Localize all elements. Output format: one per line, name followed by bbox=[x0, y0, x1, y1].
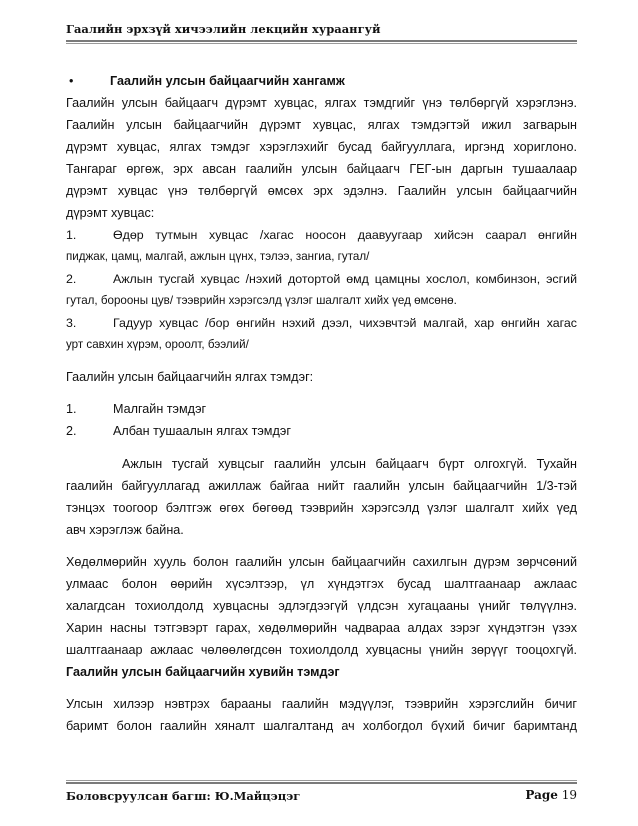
list-item-text: Албан тушаалын ялгах тэмдэг bbox=[113, 424, 291, 438]
footer-rule bbox=[66, 782, 577, 784]
section-heading: Гаалийн улсын байцаагчийн хувийн тэмдэг bbox=[66, 665, 340, 679]
bullet-heading bbox=[66, 70, 577, 92]
page-number-value: 19 bbox=[561, 788, 577, 802]
footer-rule-thin bbox=[66, 780, 577, 781]
running-header: Гаалийн эрхзүй хичээлийн лекцийн хураангуй bbox=[66, 22, 381, 36]
list-item-text: Ажлын тусгай хувцас /нэхий дотортой өмд цамцны хослол, комбинзон, эсгий bbox=[113, 272, 577, 286]
paragraph-special-uniform bbox=[66, 453, 577, 541]
header-rule bbox=[66, 40, 577, 42]
uniform-list bbox=[66, 224, 577, 356]
footer-author: Боловсруулсан багш: Ю.Майцэцэг bbox=[66, 789, 301, 803]
text-line: Гаалийн улсын байцаагч дүрэмт хувцас, ялгах тэмдгийг үнэ төлбөргүй хэрэглэнэ. bbox=[66, 96, 577, 110]
list-number: 1. bbox=[66, 228, 77, 242]
list-item-continuation: пиджак, цамц, малгай, ажлын цүнх, тэлээ, зангиа, гутал/ bbox=[66, 250, 370, 263]
text-line: баримт болон гаалийн хяналт шалгалтанд ач холбогдол бүхий бичиг баримтанд bbox=[66, 719, 577, 733]
page-label: Page bbox=[525, 788, 558, 802]
text-line: Гаалийн улсын байцаагчийн дүрэмт хувцас, ялгах тэмдэгтэй ижил загварын bbox=[66, 118, 577, 132]
text-line: Харин насны тэтгэвэрт гарах, хөдөлмөрийн чадвараа алдах зэрэг хүндэтгэн үзэх bbox=[66, 621, 577, 635]
list-number: 2. bbox=[66, 272, 77, 286]
text-line: дүрэмт хувцас: bbox=[66, 206, 155, 220]
text-line: Ажлын тусгай хувцсыг гаалийн улсын байцаагч бүрт олгохгүй. Тухайн bbox=[122, 457, 577, 471]
paragraph-provision bbox=[66, 92, 577, 224]
list-item-text: Гадуур хувцас /бор өнгийн нэхий дээл, чихэвчтэй малгай, хар өнгийн хагас bbox=[113, 316, 577, 330]
list-item bbox=[66, 312, 577, 334]
text-line: шалтгаанаар ажлаас чөлөөлөгдсөн тохиолдолд хувцасны үнийн зөрүүг тооцохгүй. bbox=[66, 643, 577, 657]
text-line: Тангараг өргөж, эрх авсан гаалийн улсын байцаагч ГЕГ-ын даргын тушаалаар bbox=[66, 162, 577, 176]
list-item-text: Малгайн тэмдэг bbox=[113, 402, 207, 416]
list-item bbox=[66, 224, 577, 246]
text-line: улмаас болон өөрийн хүсэлтээр, үл хүндэтгэх бусад шалтгаанаар ажлаас bbox=[66, 577, 577, 591]
list-item bbox=[66, 420, 577, 442]
list-item-text: Өдөр тутмын хувцас /хагас ноосон даавуугаар хийсэн саарал өнгийн bbox=[113, 228, 577, 242]
text-line: гаалийн байгууллагад ажиллаж байгаа нийт гаалийн улсын байцаагчийн 1/3-тэй bbox=[66, 479, 577, 493]
list-number: 3. bbox=[66, 316, 77, 330]
list-item bbox=[66, 398, 577, 420]
text-line: авч хэрэглэж байна. bbox=[66, 523, 184, 537]
bullet-icon: • bbox=[69, 74, 74, 88]
text-line: Улсын хилээр нэвтрэх барааны гаалийн мэдүүлэг, тээврийн хэрэгслийн бичиг bbox=[66, 697, 577, 711]
header-rule-thin bbox=[66, 43, 577, 44]
list-item bbox=[66, 268, 577, 290]
text-line: дүрэмт хувцас үнэ төлбөргүй өмсөх эрх эдэлнэ. Гаалийн улсын байцаагчийн bbox=[66, 184, 577, 198]
list-number: 1. bbox=[66, 402, 77, 416]
paragraph-dismissal bbox=[66, 551, 577, 661]
insignia-intro: Гаалийн улсын байцаагчийн ялгах тэмдэг: bbox=[66, 370, 314, 384]
document-body bbox=[66, 70, 577, 737]
text-line: тэнцэх тоогоор бэлтгэж өгөх бөгөөд тээврийн хэрэгсэлд үзлэг шалгалт хийх үед bbox=[66, 501, 577, 515]
bullet-heading-text: Гаалийн улсын байцаагчийн хангамж bbox=[110, 74, 345, 88]
paragraph-personal-seal bbox=[66, 693, 577, 737]
list-item-continuation: урт савхин хүрэм, ороолт, бээлий/ bbox=[66, 338, 249, 351]
list-item-continuation: гутал, борооны цув/ тээврийн хэрэгсэлд үзлэг шалгалт хийх үед өмсөнө. bbox=[66, 294, 457, 307]
text-line: Хөдөлмөрийн хууль болон гаалийн улсын байцаагчийн сахилгын дүрэм зөрчсөний bbox=[66, 555, 577, 569]
text-line: халагдсан тохиолдолд хувцасны эдлэгдээгүй үлдсэн хугацааны үнийг төлүүлнэ. bbox=[66, 599, 577, 613]
text-line: дүрэмт хувцас, ялгах тэмдэг хэрэглэхийг бусад байгууллага, иргэнд хориглоно. bbox=[66, 140, 577, 154]
list-number: 2. bbox=[66, 424, 77, 438]
insignia-list bbox=[66, 398, 577, 442]
page-number bbox=[525, 788, 577, 802]
